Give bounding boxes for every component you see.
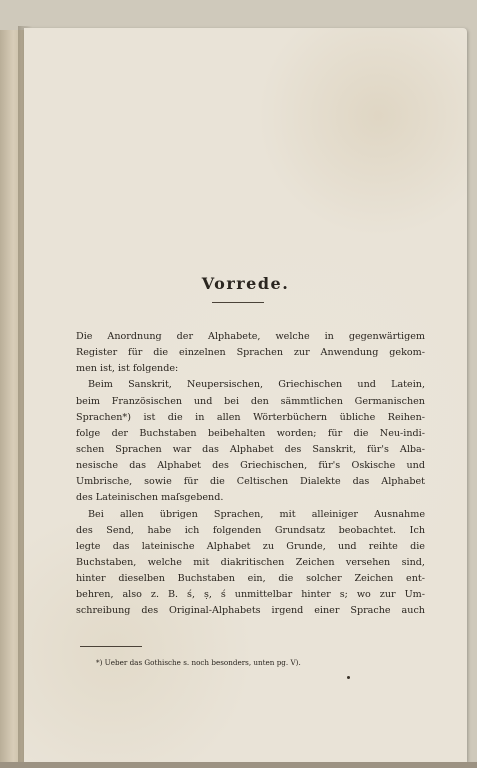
page-title: Vorrede.: [201, 274, 290, 293]
preface-text: [76, 329, 425, 620]
text-line: Beim Sanskrit, Neupersischen, Griechischen und Latein,: [88, 379, 425, 391]
text-line: nesische das Alphabet des Griechischen, für's Oskische und: [76, 460, 425, 472]
footnote-divider: [80, 646, 142, 647]
text-line: schreibung des Original-Alphabets irgend einer Sprache auch: [76, 605, 425, 617]
table-surface: [0, 762, 477, 768]
text-line: hinter dieselben Buchstaben ein, die solcher Zeichen ent-: [76, 573, 425, 585]
text-line: beim Französischen und bei den sämmtlichen Germanischen: [76, 395, 425, 407]
text-line: folge der Buchstaben beibehalten worden; für die Neu-indi-: [76, 427, 425, 439]
text-line: legte das lateinische Alphabet zu Grunde, und reihte die: [76, 540, 425, 552]
text-line: behren, also z. B. ś, ṣ, ś unmittelbar hinter s; wo zur Um-: [76, 589, 425, 601]
text-line: schen Sprachen war das Alphabet des Sanskrit, für's Alba-: [76, 443, 425, 455]
text-line: Sprachen*) ist die in allen Wörterbüchern übliche Reihen-: [76, 411, 425, 423]
text-line: des Lateinischen maſsgebend.: [76, 492, 224, 504]
text-line: men ist, ist folgende:: [76, 363, 179, 375]
text-line: Umbrische, sowie für die Celtischen Dialekte das Alphabet: [76, 476, 425, 488]
text-line: Register für die einzelnen Sprachen zur Anwendung gekom-: [76, 347, 425, 359]
ink-speck: [347, 676, 350, 679]
text-line: Buchstaben, welche mit diakritischen Zeichen versehen sind,: [76, 556, 425, 568]
book-page: [24, 28, 467, 762]
text-line: des Send, habe ich folgenden Grundsatz beobachtet. Ich: [76, 524, 425, 536]
text-line: Die Anordnung der Alphabete, welche in gegenwärtigem: [76, 331, 425, 342]
footnote: *) Ueber das Gothische s. noch besonders, unten pg. V).: [96, 658, 301, 667]
text-line: Bei allen übrigen Sprachen, mit alleiniger Ausnahme: [88, 508, 425, 520]
title-divider: [212, 302, 264, 303]
